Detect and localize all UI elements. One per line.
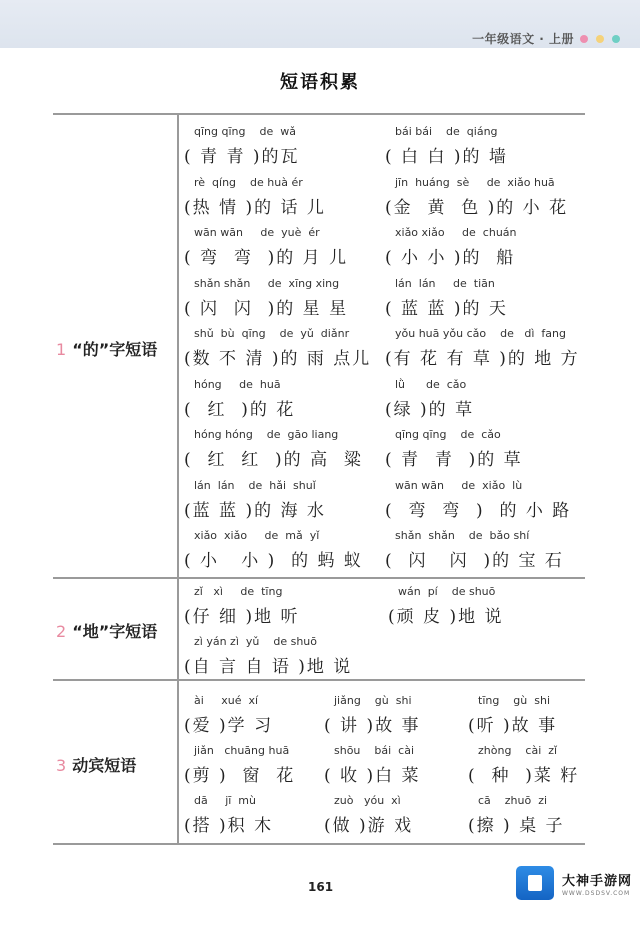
section-label-verb-object	[56, 753, 136, 776]
watermark-logo	[516, 866, 636, 906]
section-label-di	[56, 619, 157, 642]
phrase-item: yǒu huā yǒu cǎo de dì fang (有 花 有 草 )的 地 方	[385, 327, 580, 369]
section-number: 1	[56, 340, 67, 359]
phrase-item: hóng de huā ( 红 )的 花	[184, 378, 296, 420]
watermark-url: WWW.DSDSV.COM	[562, 890, 631, 897]
phrase-item: ài xué xí (爱 )学 习	[184, 694, 274, 736]
teal-dot-icon	[612, 35, 620, 43]
phrase-item: jīn huáng sè de xiǎo huā (金 黄 色 )的 小 花	[385, 176, 569, 218]
column-divider	[177, 113, 179, 845]
section-divider-1	[53, 577, 585, 579]
section-title: 动宾短语	[72, 756, 137, 775]
yellow-dot-icon	[596, 35, 604, 43]
section-title: “的”字短语	[72, 340, 158, 359]
phrase-item: jiǎng gù shi ( 讲 )故 事	[324, 694, 421, 736]
phrase-item: lán lán de tiān ( 蓝 蓝 )的 天	[385, 277, 508, 319]
phrase-item: wān wān de yuè ér ( 弯 弯 )的 月 儿	[184, 226, 349, 268]
phrase-item: rè qíng de huà ér (热 情 )的 话 儿	[184, 176, 326, 218]
phrase-item: dā jī mù (搭 )积 木	[184, 794, 274, 836]
table-bottom-border	[53, 843, 585, 845]
section-number: 3	[56, 756, 67, 775]
phrase-item: xiǎo xiǎo de chuán ( 小 小 )的 船	[385, 226, 517, 268]
pink-dot-icon	[580, 35, 588, 43]
phrase-item: qīng qīng de cǎo ( 青 青 )的 草	[385, 428, 523, 470]
page-header-band	[0, 0, 640, 48]
section-number: 2	[56, 622, 67, 641]
phrase-item: zhòng cài zǐ ( 种 )菜 籽	[468, 744, 580, 786]
phrase-item: zì yán zì yǔ de shuō (自 言 自 语 )地 说	[184, 635, 353, 677]
shopping-bag-cube-icon	[516, 866, 554, 900]
phrase-item: zǐ xì de tīng (仔 细 )地 听	[184, 585, 300, 627]
section-divider-2	[53, 679, 585, 681]
phrase-item: wān wān de xiǎo lù ( 弯 弯 ) 的 小 路	[385, 479, 572, 521]
phrase-item: xiǎo xiǎo de mǎ yǐ ( 小 小 ) 的 蚂 蚁	[184, 529, 363, 571]
phrase-item: shǎn shǎn de xīng xing ( 闪 闪 )的 星 星	[184, 277, 349, 319]
table-top-border	[53, 113, 585, 115]
phrase-item: lán lán de hǎi shuǐ (蓝 蓝 )的 海 水	[184, 479, 326, 521]
phrase-item: tīng gù shi (听 )故 事	[468, 694, 558, 736]
section-title: “地”字短语	[72, 622, 158, 641]
book-title: 一年级语文 · 上册	[472, 32, 574, 46]
section-label-de	[56, 337, 157, 360]
phrase-item: jiǎn chuāng huā (剪 ) 窗 花	[184, 744, 296, 786]
phrase-item: shǎn shǎn de bǎo shí ( 闪 闪 )的 宝 石	[385, 529, 564, 571]
phrase-item: wán pí de shuō (顽 皮 )地 说	[388, 585, 504, 627]
phrase-item: qīng qīng de wǎ ( 青 青 )的瓦	[184, 125, 300, 167]
phrase-item: shǔ bù qīng de yǔ diǎnr (数 不 清 )的 雨 点儿	[184, 327, 372, 369]
page-number: 161	[308, 880, 334, 894]
phrase-item: shōu bái cài ( 收 )白 菜	[324, 744, 421, 786]
phrase-item: hóng hóng de gāo liang ( 红 红 )的 高 粱	[184, 428, 363, 470]
phrase-item: bái bái de qiáng ( 白 白 )的 墙	[385, 125, 508, 167]
watermark-name: 大神手游网	[562, 874, 633, 889]
phrase-item: zuò yóu xì (做 )游 戏	[324, 794, 414, 836]
phrase-item: cā zhuō zi (擦 ) 桌 子	[468, 794, 565, 836]
phrase-item: lǜ de cǎo (绿 )的 草	[385, 378, 475, 420]
page-title: 短语积累	[280, 72, 360, 93]
